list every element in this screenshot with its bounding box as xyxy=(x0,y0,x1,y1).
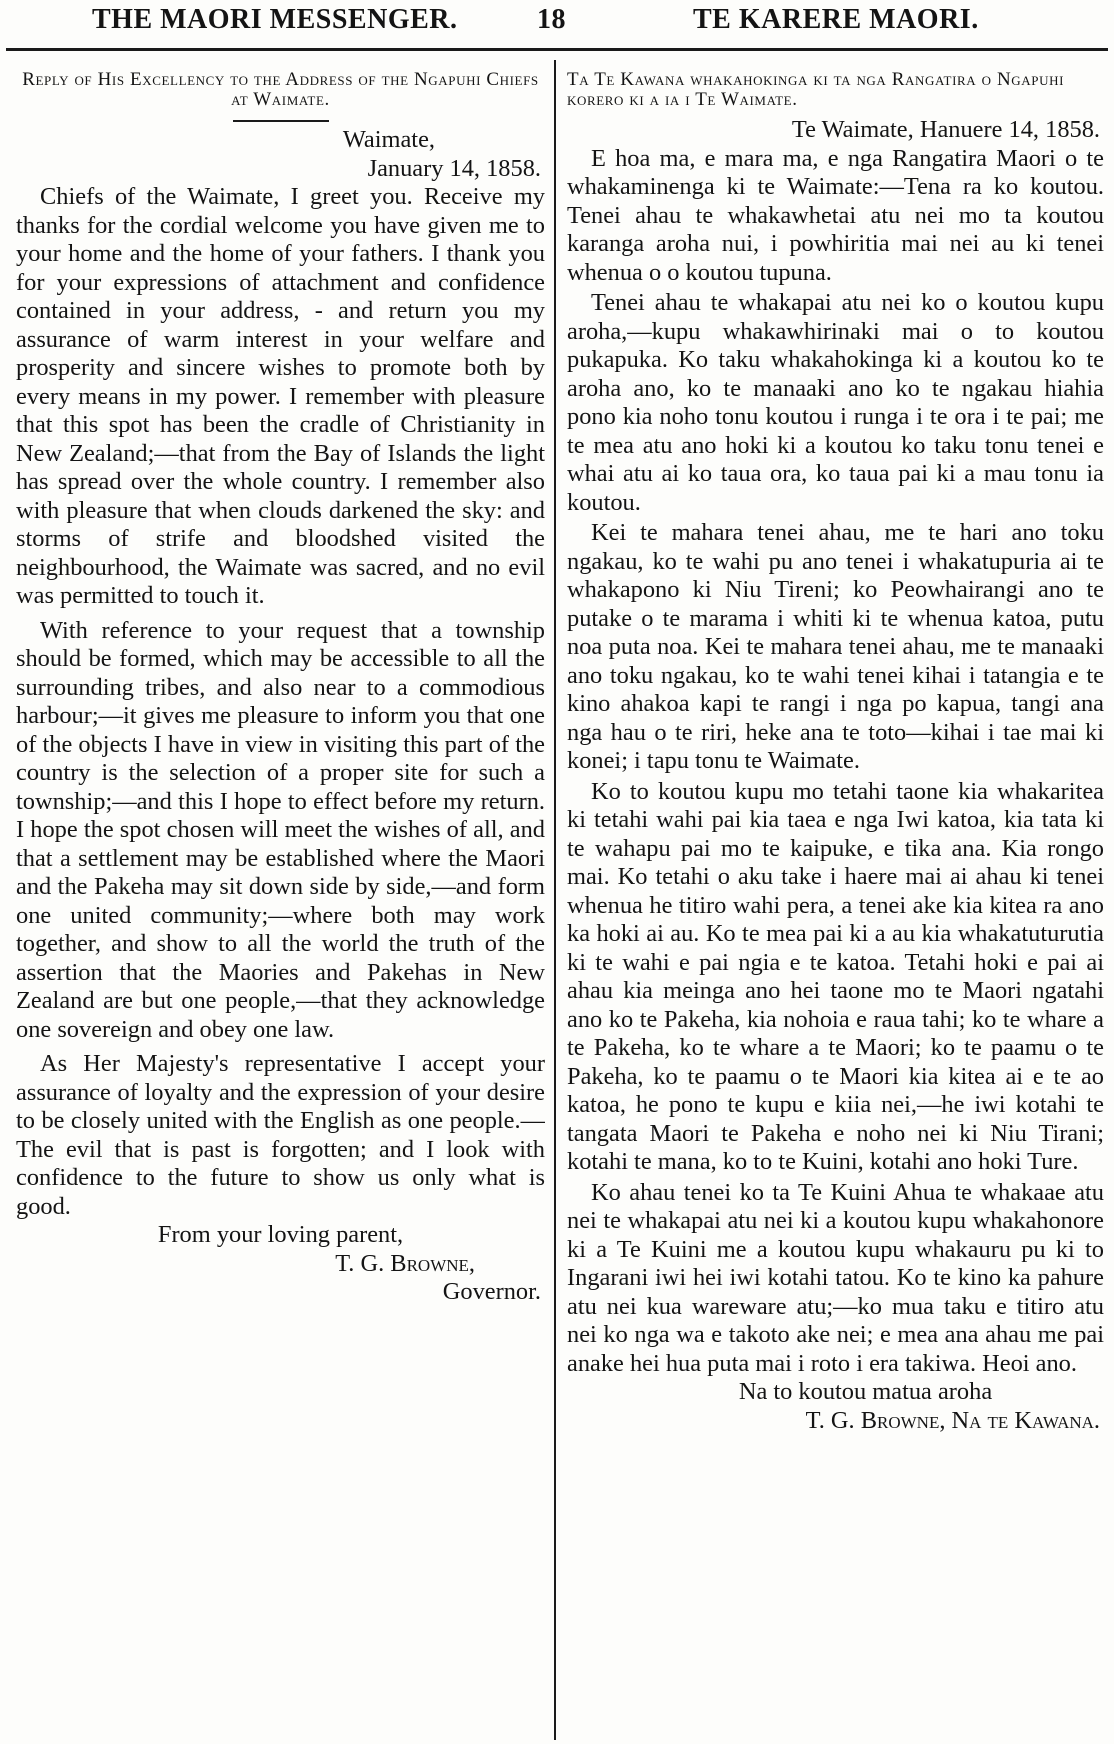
masthead-rule xyxy=(6,48,1108,51)
column-divider xyxy=(554,60,556,1740)
maori-paragraph-1: E hoa ma, e mara ma, e nga Rangatira Maori o te whakaminenga ki te Waimate:—Tena ra ko koutou. Tenei ahau te whakawhetai atu nei mo ta koutou karanga aroha nui, i powhiritia mai nei au ki tenei whenua o o koutou tupuna. xyxy=(567,144,1104,286)
masthead xyxy=(0,0,1114,42)
maori-paragraph-5: Ko ahau tenei ko ta Te Kuini Ahua te whakaae atu nei te whakapai atu nei ki a koutou kupu whakahonore ki a Te Kuini me a koutou kupu whakauru pu ki to Ingarani iwi hei iwi kotahi tatou. Ko te kino ka pahure atu nei kua wareware atu;—ko mua taku e titiro atu nei ko nga wa e takoto ake nei; e mea ana ahau me pai anake hei hua puta mai i roto i era takiwa. Heoi ano. xyxy=(567,1178,1104,1377)
english-headline: Reply of His Excellency to the Address of the Ngapuhi Chiefs at Waimate. xyxy=(22,70,539,110)
english-closing: From your loving parent, xyxy=(157,1221,404,1248)
english-column xyxy=(16,70,545,1742)
page-number: 18 xyxy=(537,4,566,35)
english-paragraph-1: Chiefs of the Waimate, I greet you. Receive my thanks for the cordial welcome you have given me to your home and the home of your fathers. I thank you for your expressions of attachment and confidence contained in your address, - and return you my assurance of warm interest in your welfare and prosperity and sincere wishes to promote both by every means in my power. I remember with pleasure that this spot has been the cradle of Christianity in New Zealand;—that from the Bay of Islands the light has spread over the whole country. I remember also with pleasure that when clouds darkened the sky: and storms of strife and bloodshed visited the neighbourhood, the Waimate was sacred, and no evil was permitted to touch it. xyxy=(16,183,545,609)
maori-closing: Na to koutou matua aroha xyxy=(738,1378,993,1405)
english-dateline-date: January 14, 1858. xyxy=(367,154,541,182)
english-dateline-place: Waimate, xyxy=(342,126,435,153)
maori-paragraph-3: Kei te mahara tenei ahau, me te hari ano toku ngakau, ko te wahi pu ano tenei i whakatupuria ai te whakapono ki Niu Tireni; ko Peowhairangi ano te putake o te marama i whiti ki te whenua katoa, putu noa puta noa. Kei te mahara tenei ahau, me te manaaki ano toku ngakau, ko te wahi tenei kihai i tatangia e te kino ahakoa kapi te rangi i nga po kapua, tangi ana nga hau o te riri, heke ana te toto—kihai i tae mai ki konei; i tapu tonu te Waimate. xyxy=(567,519,1104,774)
headline-rule xyxy=(233,120,329,122)
english-paragraph-3: As Her Majesty's representative I accept your assurance of loyalty and the expression of your desire to be closely united with the English as one people.—The evil that is past is forgotten; and I look with confidence to the future to show us only what is good. xyxy=(16,1050,545,1220)
english-signature-name: T. G. Browne, xyxy=(335,1249,475,1277)
english-signature-title: Governor. xyxy=(442,1278,541,1305)
maori-headline: Ta Te Kawana whakahokinga ki ta nga Rangatira o Ngapuhi korero ki a ia i Te Waimate. xyxy=(567,70,1064,110)
maori-column xyxy=(567,70,1104,1742)
masthead-title-maori: TE KARERE MAORI. xyxy=(693,4,979,35)
masthead-title-english: THE MAORI MESSENGER. xyxy=(92,4,458,35)
maori-paragraph-2: Tenei ahau te whakapai atu nei ko o koutou kupu aroha,—kupu whakawhirinaki mai o to koutou pukapuka. Ko taku whakahokinga ki a koutou ko te aroha ano, ko te manaaki ano ko te ngakau hiahia pono kia noho tonu koutou i runga i te ora i te pai; me te mea atu ano hoki ki a koutou ko taku tonu tenei e whai atu ai ko taua ora, ko taua pai ki a mau tonu ia koutou. xyxy=(567,289,1104,516)
maori-dateline: Te Waimate, Hanuere 14, 1858. xyxy=(791,116,1100,143)
maori-paragraph-4: Ko to koutou kupu mo tetahi taone kia whakaritea ki tetahi wahi pai kia taea e nga Iwi katoa, kia tata ki te wahapu pai mo te kaipuke, e tika ana. Kia rongo mai. Ko tetahi o aku take i haere mai ai ahau ki tenei whenua he titiro wahi pera, a tenei ake kia kitea ra ano ka hoki ai au. Ko te mea pai ki a au kia whakatuturutia ki te wahi e pai ngia e te katoa. Tetahi hoki e pai ai ahau kia meinga ano hei taone mo te Maori ngatahi ano ko te Pakeha, kia nohoia e raua tahi; ko te whare a te Pakeha, ko te whare a te Maori; ko te paamu o te Pakeha, ko te paamu o te Maori kia kitea ai e te ao katoa, he pono te kupu e kiia nei,—he iwi kotahi te tangata Maori te Pakeha e noho nei ki Niu Tirani; kotahi te mana, ko to te Kuini, kotahi ano hoki Ture. xyxy=(567,777,1104,1175)
maori-signature: T. G. Browne, Na te Kawana. xyxy=(805,1406,1100,1434)
english-paragraph-2: With reference to your request that a township should be formed, which may be accessible to all the surrounding tribes, and also near to a commodious harbour;—it gives me pleasure to inform you that one of the objects I have in view in visiting this part of the country is the selection of a proper site for such a township;—and this I hope to effect before my return. I hope the spot chosen will meet the wishes of all, and that a settlement may be established where the Maori and the Pakeha may sit down side by side,—and form one united community;—where both may work together, and show to all the world the truth of the assertion that the Maories and Pakehas in New Zealand are but one people,—that they acknowledge one sovereign and obey one law. xyxy=(16,616,545,1043)
